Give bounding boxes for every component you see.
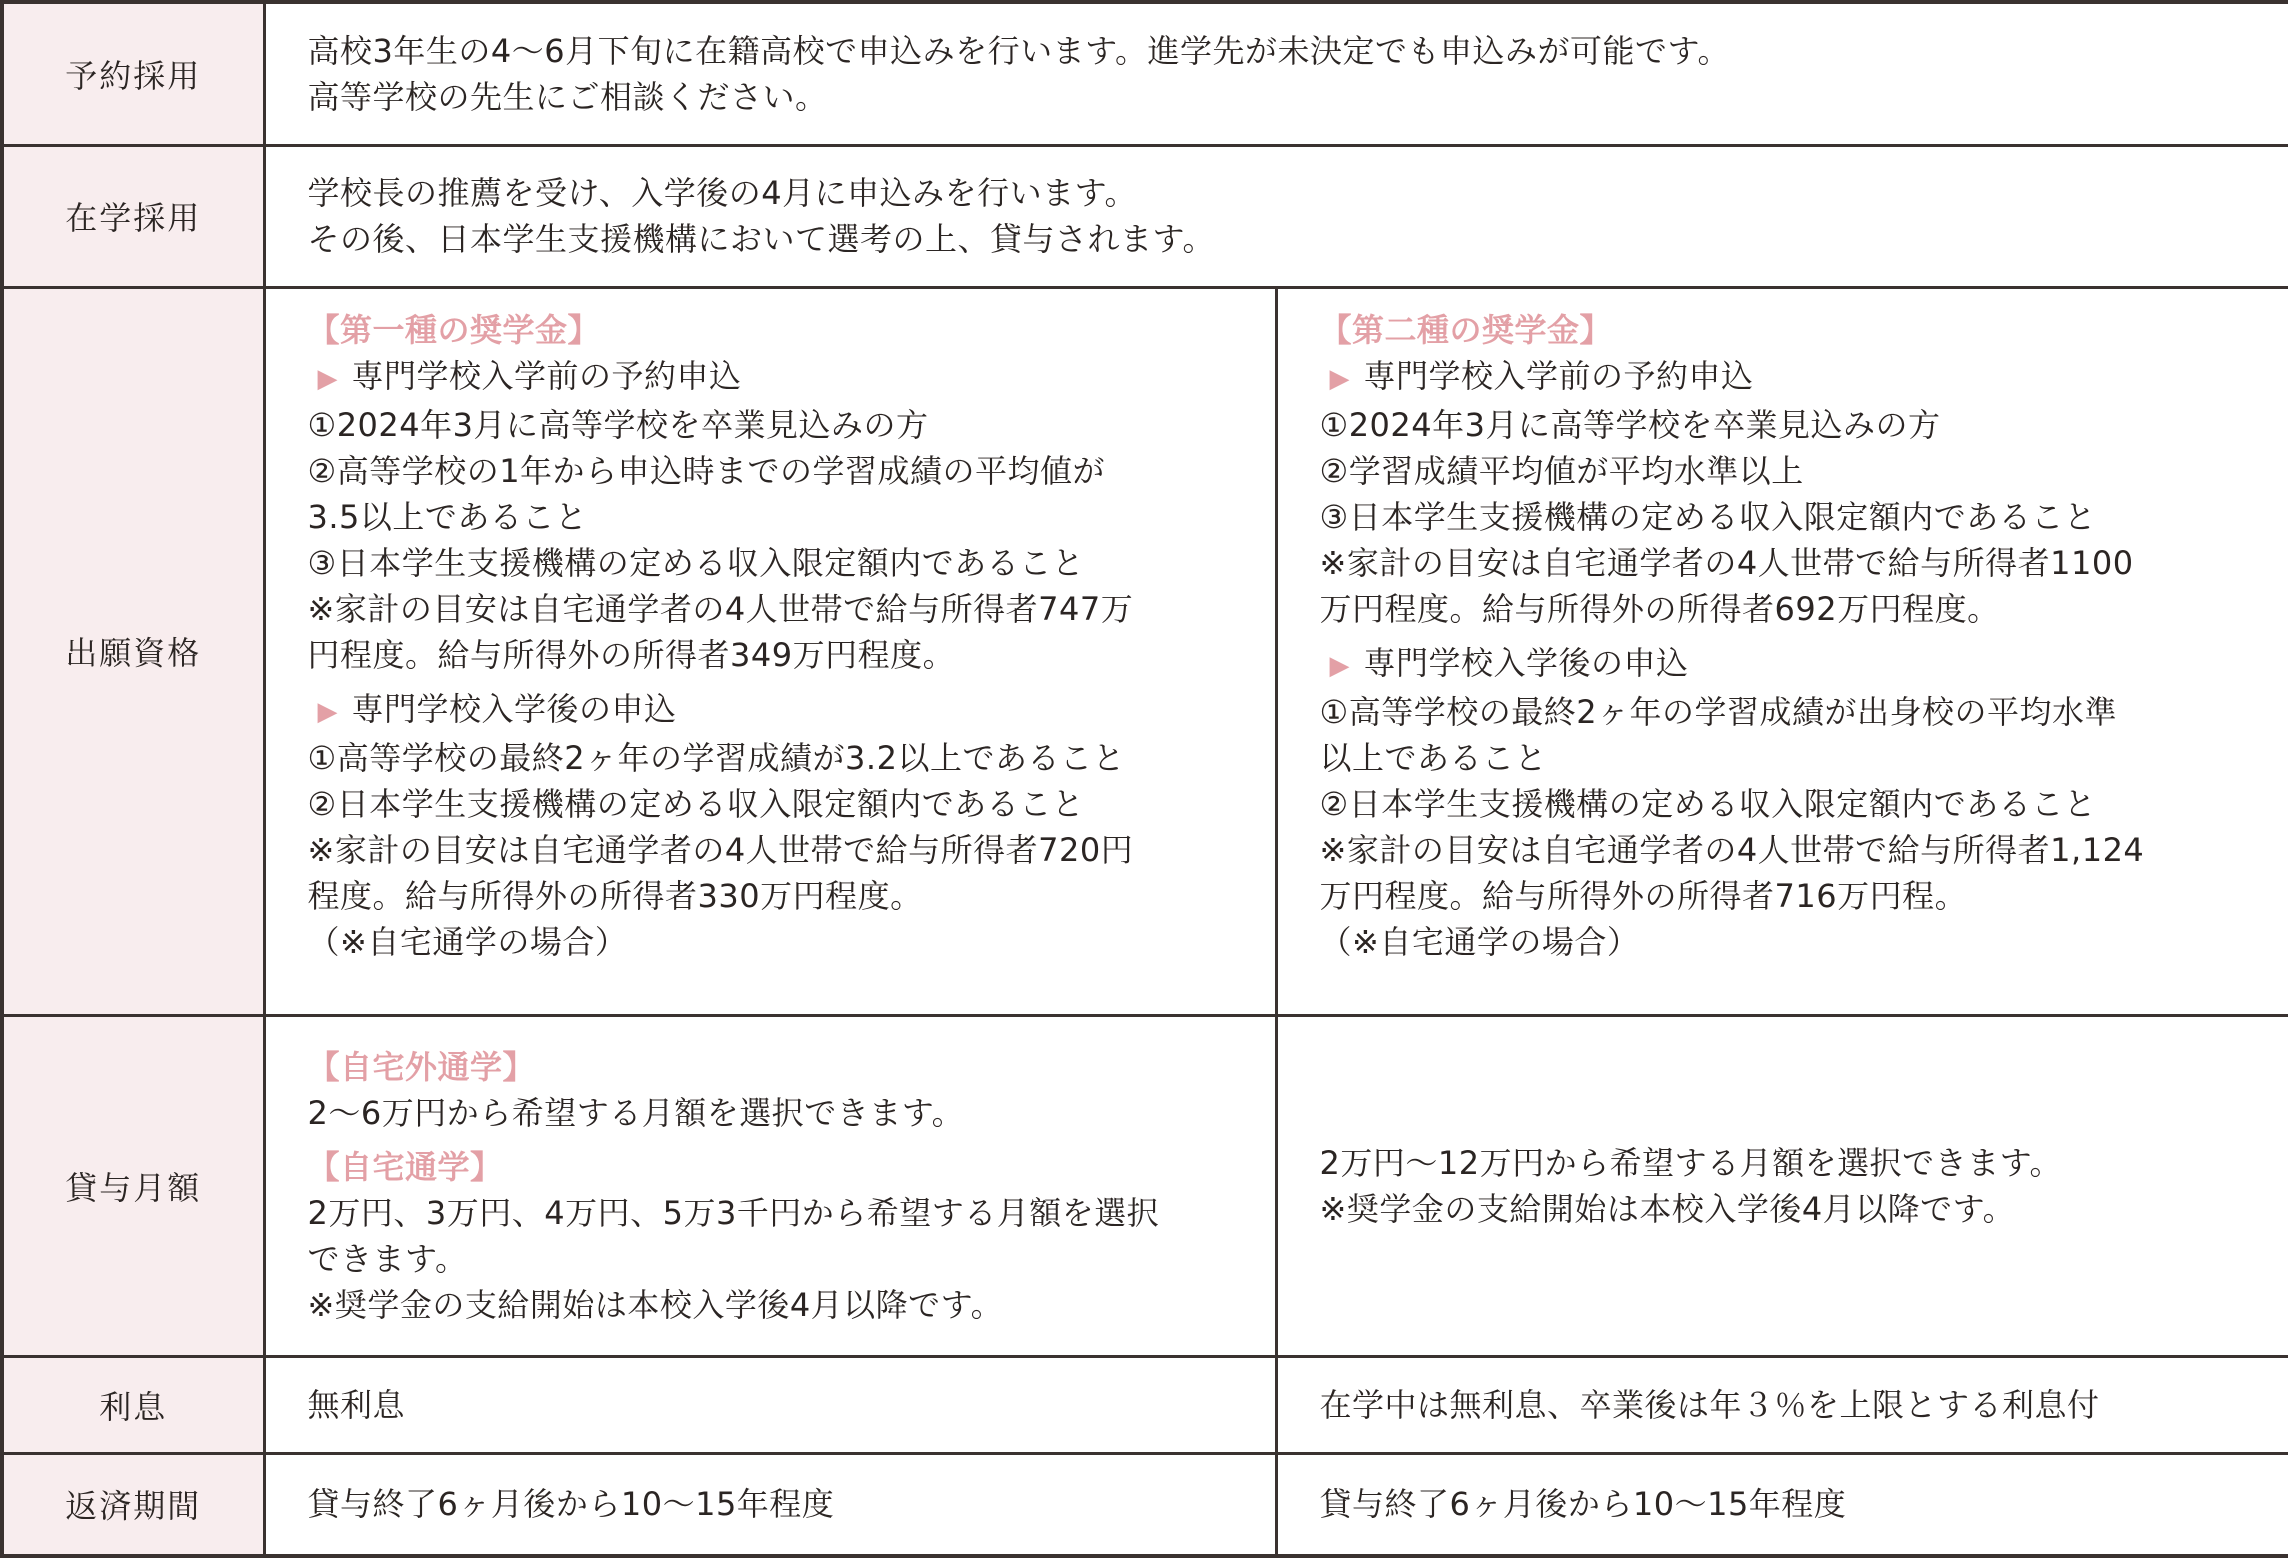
text-line: 2万円〜12万円から希望する月額を選択できます。 xyxy=(1320,1140,2249,1186)
row-label-shutsugan: 出願資格 xyxy=(2,287,264,1015)
risoku-first: 無利息 xyxy=(266,1382,1275,1428)
text-line: ①高等学校の最終2ヶ年の学習成績が3.2以上であること xyxy=(308,735,1235,781)
text-line: 万円程度。給与所得外の所得者692万円程度。 xyxy=(1320,586,2249,632)
text-line: ①2024年3月に高等学校を卒業見込みの方 xyxy=(1320,402,2249,448)
section-title: 【第一種の奨学金】 xyxy=(308,307,1235,353)
section-title: 【自宅通学】 xyxy=(308,1144,1235,1190)
text-line: 以上であること xyxy=(1320,735,2249,781)
text-line: 高等学校の先生にご相談ください。 xyxy=(308,74,2249,120)
text-line: ※家計の目安は自宅通学者の4人世帯で給与所得者747万 xyxy=(308,586,1235,632)
taiyo-first xyxy=(266,1044,1275,1328)
row-hensai xyxy=(2,1453,2288,1556)
text-line: 2〜6万円から希望する月額を選択できます。 xyxy=(308,1090,1235,1136)
text-line: 学校長の推薦を受け、入学後の4月に申込みを行います。 xyxy=(308,170,2249,216)
section-title: 【第二種の奨学金】 xyxy=(1320,307,2249,353)
text-line: ③日本学生支援機構の定める収入限定額内であること xyxy=(308,540,1235,586)
subsection-heading: 専門学校入学後の申込 xyxy=(1364,644,1689,682)
text-line: ※奨学金の支給開始は本校入学後4月以降です。 xyxy=(1320,1186,2249,1232)
row-label-risoku: 利息 xyxy=(2,1356,264,1453)
text-line: （※自宅通学の場合） xyxy=(308,919,1235,965)
taiyo-second xyxy=(1278,1140,2288,1232)
hensai-first: 貸与終了6ヶ月後から10〜15年程度 xyxy=(266,1481,1275,1527)
subsection-heading: 専門学校入学前の予約申込 xyxy=(1364,357,1754,395)
triangle-bullet-icon: ▶ xyxy=(1320,643,1364,689)
text-line: ②学習成績平均値が平均水準以上 xyxy=(1320,448,2249,494)
row-label-yoyaku: 予約採用 xyxy=(2,2,264,145)
row-label-hensai: 返済期間 xyxy=(2,1453,264,1556)
row-yoyaku xyxy=(2,2,2288,145)
text-line: その後、日本学生支援機構において選考の上、貸与されます。 xyxy=(308,216,2249,262)
triangle-bullet-icon: ▶ xyxy=(1320,356,1364,402)
shutsugan-first xyxy=(266,289,1275,965)
text-line: できます。 xyxy=(308,1236,1235,1282)
text-line: 2万円、3万円、4万円、5万3千円から希望する月額を選択 xyxy=(308,1190,1235,1236)
text-line: 程度。給与所得外の所得者330万円程度。 xyxy=(308,873,1235,919)
text-line: 高校3年生の4〜6月下旬に在籍高校で申込みを行います。進学先が未決定でも申込みが可能です。 xyxy=(308,28,2249,74)
zaigaku-content xyxy=(266,170,2288,262)
text-line: ②高等学校の1年から申込時までの学習成績の平均値が xyxy=(308,448,1235,494)
text-line: ①2024年3月に高等学校を卒業見込みの方 xyxy=(308,402,1235,448)
row-label-zaigaku: 在学採用 xyxy=(2,145,264,287)
text-line: 3.5以上であること xyxy=(308,494,1235,540)
text-line: 円程度。給与所得外の所得者349万円程度。 xyxy=(308,632,1235,678)
row-risoku xyxy=(2,1356,2288,1453)
section-title: 【自宅外通学】 xyxy=(308,1044,1235,1090)
text-line: ※家計の目安は自宅通学者の4人世帯で給与所得者720円 xyxy=(308,827,1235,873)
text-line: ②日本学生支援機構の定める収入限定額内であること xyxy=(308,781,1235,827)
subsection-heading: 専門学校入学後の申込 xyxy=(352,690,677,728)
hensai-second: 貸与終了6ヶ月後から10〜15年程度 xyxy=(1278,1481,2288,1527)
risoku-second: 在学中は無利息、卒業後は年３％を上限とする利息付 xyxy=(1278,1382,2288,1428)
text-line: （※自宅通学の場合） xyxy=(1320,919,2249,965)
shutsugan-second xyxy=(1278,289,2288,965)
row-taiyo xyxy=(2,1015,2288,1356)
text-line: ※家計の目安は自宅通学者の4人世帯で給与所得者1,124 xyxy=(1320,827,2249,873)
text-line: ※奨学金の支給開始は本校入学後4月以降です。 xyxy=(308,1282,1235,1328)
row-zaigaku xyxy=(2,145,2288,287)
text-line: ②日本学生支援機構の定める収入限定額内であること xyxy=(1320,781,2249,827)
text-line: ※家計の目安は自宅通学者の4人世帯で給与所得者1100 xyxy=(1320,540,2249,586)
triangle-bullet-icon: ▶ xyxy=(308,689,352,735)
yoyaku-content xyxy=(266,28,2288,120)
text-line: 万円程度。給与所得外の所得者716万円程。 xyxy=(1320,873,2249,919)
row-label-taiyo: 貸与月額 xyxy=(2,1015,264,1356)
text-line: ①高等学校の最終2ヶ年の学習成績が出身校の平均水準 xyxy=(1320,689,2249,735)
text-line: ③日本学生支援機構の定める収入限定額内であること xyxy=(1320,494,2249,540)
subsection-heading: 専門学校入学前の予約申込 xyxy=(352,357,742,395)
row-shutsugan xyxy=(2,287,2288,1015)
triangle-bullet-icon: ▶ xyxy=(308,356,352,402)
